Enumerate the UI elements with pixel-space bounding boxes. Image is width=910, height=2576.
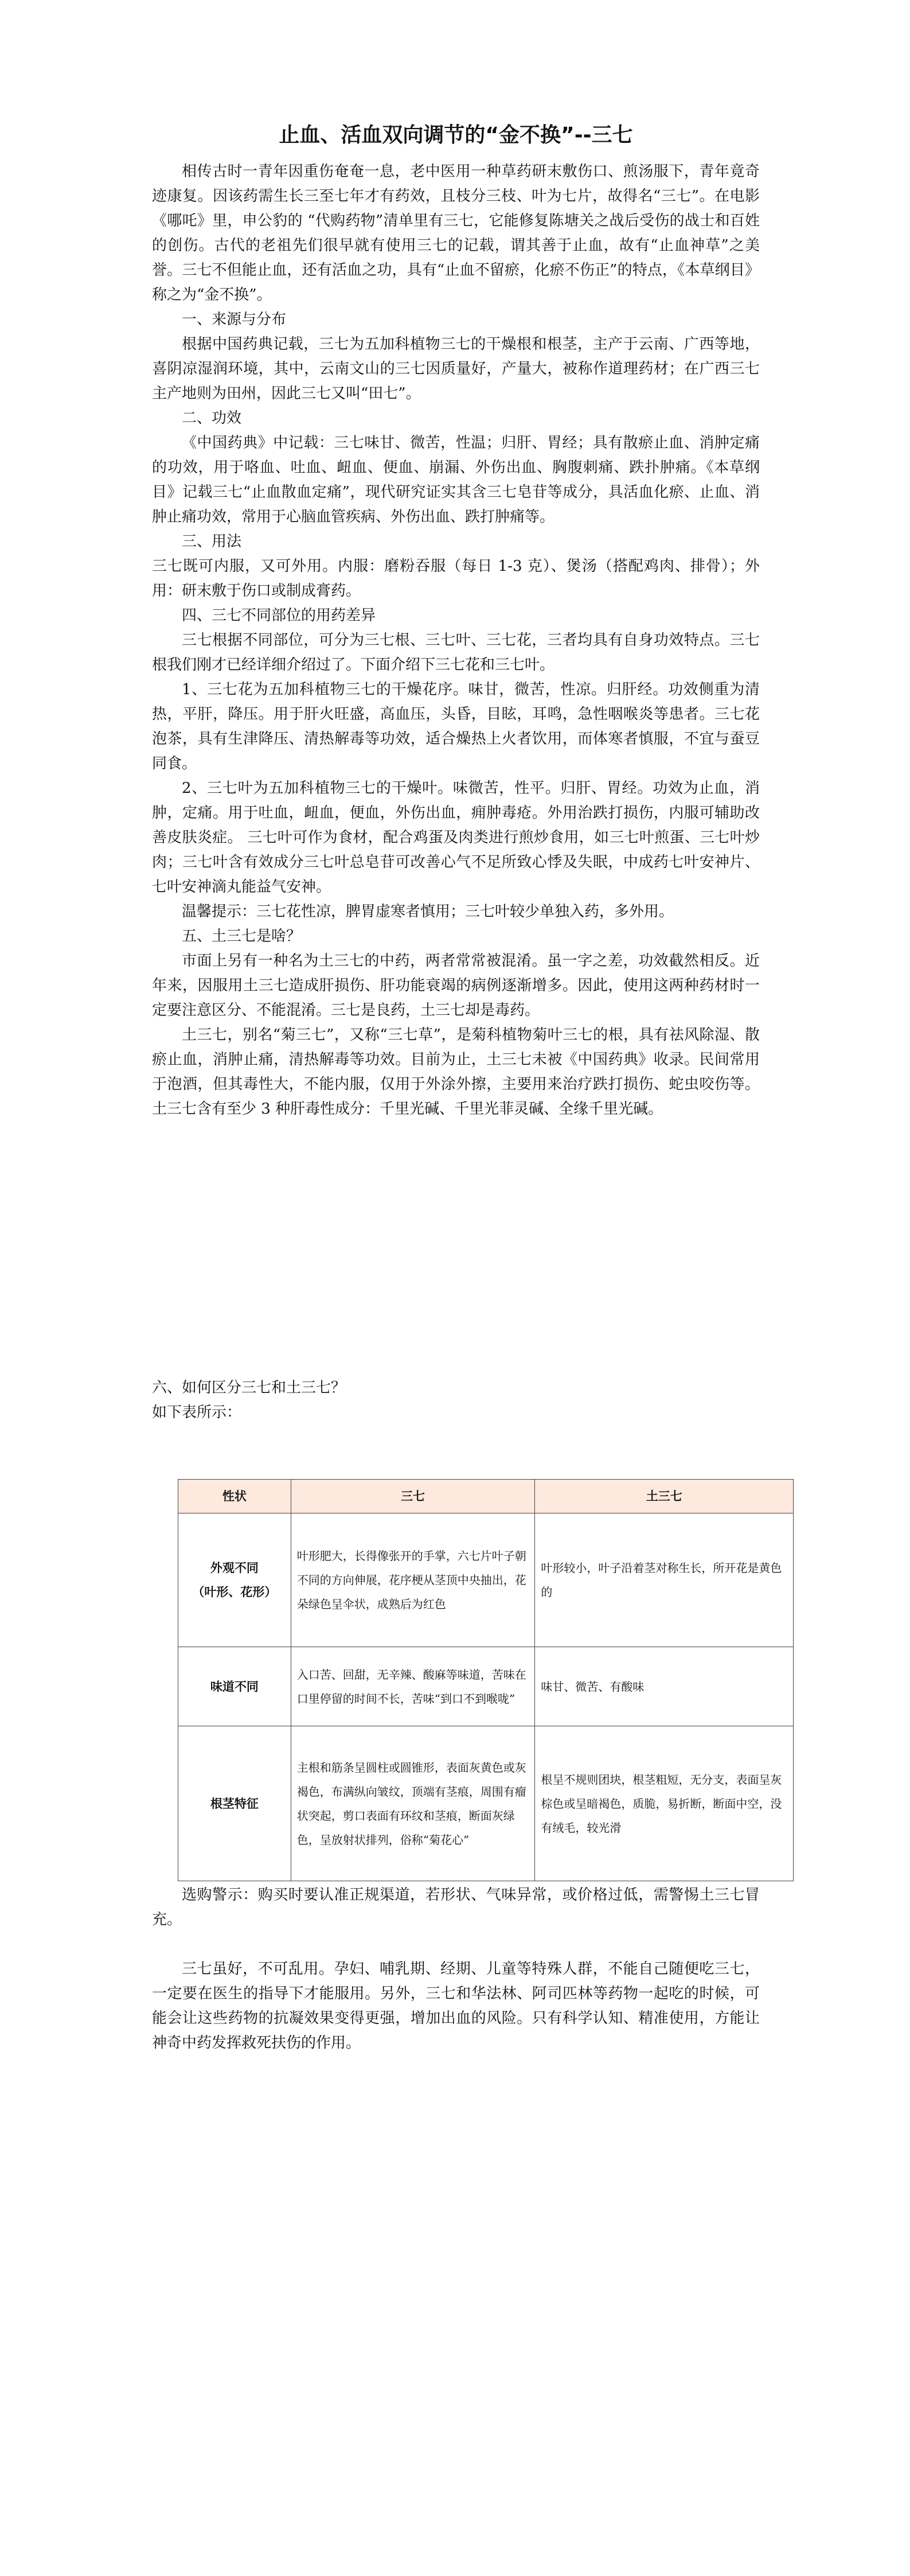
article-title: 止血、活血双向调节的“金不换”--三七: [279, 123, 633, 147]
table-header-property: 性状: [178, 1480, 291, 1513]
section-6-heading: 六、如何区分三七和土三七？: [152, 1379, 346, 1396]
sanqi-cell: 入口苦、回甜，无辛辣、酸麻等味道，苦味在口里停留的时间不长，苦味“到口不到喉咙”: [291, 1647, 535, 1726]
spacer: [152, 1932, 760, 1957]
article-body-top: [152, 159, 760, 1122]
section-5-paragraph-2: 土三七，别名“菊三七”，又称“三七草”，是菊科植物菊叶三七的根，具有祛风除湿、散瘀止血，消肿止痛，清热解毒等功效。目前为止，土三七未被《中国药典》收录。民间常用于泡酒，但其毒性大，不能内服，仅用于外涂外擦，主要用来治疗跌打损伤、蛇虫咬伤等。土三七含有至少 3 种肝毒性成分：千里光碱、千里光菲灵碱、全缘千里光碱。: [152, 1026, 760, 1118]
row-label-line-1: 根茎特征: [210, 1796, 259, 1811]
row-label: [178, 1647, 291, 1726]
section-4-body: 三七根据不同部位，可分为三七根、三七叶、三七花，三者均具有自身功效特点。三七根我们刚才已经详细介绍过了。下面介绍下三七花和三七叶。: [152, 632, 760, 674]
tusanqi-cell: 叶形较小，叶子沿着茎对称生长，所开花是黄色的: [535, 1513, 794, 1647]
article-footer: [152, 1883, 760, 2056]
tusanqi-cell: 味甘、微苦、有酸味: [535, 1647, 794, 1726]
purchase-warning: 选购警示：购买时要认准正规渠道，若形状、气味异常，或价格过低，需警惕土三七冒充。: [152, 1886, 760, 1928]
section-4-leaf-paragraph: 2、三七叶为五加科植物三七的干燥叶。味微苦，性平。归肝、胃经。功效为止血，消肿，定痛。用于吐血，衄血，便血，外伤出血，痈肿毒疮。外用治跌打损伤，内服可辅助改善皮肤炎症。 三七叶可作为食材，配合鸡蛋及肉类进行煎炒食用，如三七叶煎蛋、三七叶炒肉；三七叶含有效成分三七叶总皂苷可改善心气不足所致心悸及失眠，中成药七叶安神片、七叶安神滴丸能益气安神。: [152, 780, 760, 896]
section-4-tip: 温馨提示：三七花性凉，脾胃虚寒者慎用；三七叶较少单独入药，多外用。: [182, 903, 674, 920]
table-header-sanqi: 三七: [291, 1480, 535, 1513]
section-4-heading: 四、三七不同部位的用药差异: [182, 607, 376, 624]
closing-paragraph: 三七虽好，不可乱用。孕妇、哺乳期、经期、儿童等特殊人群，不能自己随便吃三七，一定要在医生的指导下才能服用。另外，三七和华法林、阿司匹林等药物一起吃的时候，可能会让这些药物的抗凝效果变得更强，增加出血的风险。只有科学认知、精准使用，方能让神奇中药发挥救死扶伤的作用。: [152, 1960, 760, 2052]
row-label: [178, 1513, 291, 1647]
section-6-subtitle: 如下表所示：: [152, 1404, 242, 1421]
section-1-heading: 一、来源与分布: [182, 311, 287, 328]
table-header-row: [178, 1480, 794, 1513]
section-2-heading: 二、功效: [182, 410, 242, 427]
row-label-line-1: 外观不同: [210, 1561, 259, 1575]
table-row: [178, 1726, 794, 1881]
row-label-line-2: （叶形、花形）: [192, 1585, 277, 1599]
article-body-bottom: [152, 1376, 760, 1425]
section-4-flower-paragraph: 1、三七花为五加科植物三七的干燥花序。味甘，微苦，性凉。归肝经。功效侧重为清热，平肝，降压。用于肝火旺盛，高血压，头昏，目眩，耳鸣，急性咽喉炎等患者。三七花泡茶，具有生津降压、清热解毒等功效，适合燥热上火者饮用，而体寒者慎服，不宜与蚕豆同食。: [152, 681, 760, 772]
row-label-line-1: 味道不同: [210, 1679, 259, 1694]
section-5-heading: 五、土三七是啥？: [182, 928, 302, 945]
sanqi-cell: 主根和筋条呈圆柱或圆锥形，表面灰黄色或灰褐色，布满纵向皱纹，顶端有茎痕，周围有瘤状突起，剪口表面有环纹和茎痕，断面灰绿色，呈放射状排列，俗称“菊花心”: [291, 1726, 535, 1881]
section-3-heading: 三、用法: [182, 533, 242, 550]
section-3-body: 三七既可内服，又可外用。内服：磨粉吞服（每日 1-3 克）、煲汤（搭配鸡肉、排骨）；外用：研末敷于伤口或制成膏药。: [152, 558, 760, 600]
table-header-tusanqi: 土三七: [535, 1480, 794, 1513]
section-1-body: 根据中国药典记载，三七为五加科植物三七的干燥根和根茎，主产于云南、广西等地，喜阴凉湿润环境，其中，云南文山的三七因质量好，产量大，被称作道理药材；在广西三七主产地则为田州，因此三七又叫“田七”。: [152, 336, 760, 402]
tusanqi-cell: 根呈不规则团块，根茎粗短，无分支，表面呈灰棕色或呈暗褐色，质脆，易折断，断面中空，没有绒毛，较光滑: [535, 1726, 794, 1881]
table-row: [178, 1647, 794, 1726]
table-row: [178, 1513, 794, 1647]
section-5-paragraph-1: 市面上另有一种名为土三七的中药，两者常常被混淆。虽一字之差，功效截然相反。近年来，因服用土三七造成肝损伤、肝功能衰竭的病例逐渐增多。因此，使用这两种药材时一定要注意区分、不能混淆。三七是良药，土三七却是毒药。: [152, 952, 760, 1019]
comparison-table-wrap: [178, 1479, 794, 1881]
comparison-table: [178, 1479, 794, 1881]
section-2-body: 《中国药典》中记载：三七味甘、微苦，性温；归肝、胃经；具有散瘀止血、消肿定痛的功效，用于咯血、吐血、衄血、便血、崩漏、外伤出血、胸腹刺痛、跌扑肿痛。《本草纲目》记载三七“止血散血定痛”，现代研究证实其含三七皂苷等成分，具活血化瘀、止血、消肿止痛功效，常用于心脑血管疾病、外伤出血、跌打肿痛等。: [152, 434, 760, 526]
article-title-wrap: [152, 119, 760, 148]
intro-paragraph: 相传古时一青年因重伤奄奄一息，老中医用一种草药研末敷伤口、煎汤服下，青年竟奇迹康复。因该药需生长三至七年才有药效，且枝分三枝、叶为七片，故得名“三七”。在电影《哪吒》里，申公豹的 “代购药物”清单里有三七，它能修复陈塘关之战后受伤的战士和百姓的创伤。古代的老祖先们很早就有使用三七的记载，谓其善于止血，故有“止血神草”之美誉。三七不但能止血，还有活血之功，具有“止血不留瘀，化瘀不伤正”的特点，《本草纲目》称之为“金不换”。: [152, 163, 760, 303]
sanqi-cell: 叶形肥大，长得像张开的手掌，六七片叶子朝不同的方向伸展，花序梗从茎顶中央抽出，花朵绿色呈伞状，成熟后为红色: [291, 1513, 535, 1647]
row-label: [178, 1726, 291, 1881]
